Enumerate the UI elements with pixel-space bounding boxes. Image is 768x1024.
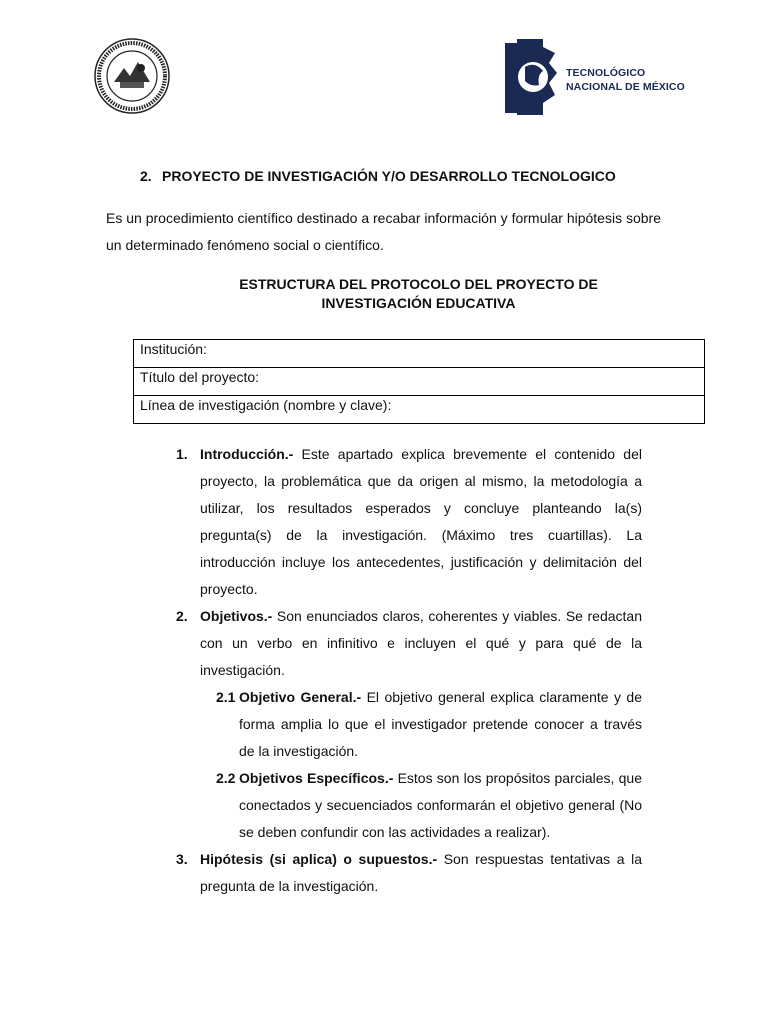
section-title: [140, 168, 616, 184]
item-heading: Hipótesis (si aplica) o supuestos.-: [200, 851, 438, 867]
subitem-heading: Objetivos Específicos.-: [239, 770, 394, 786]
field-institucion: Institución:: [134, 340, 705, 368]
item-text: Son respuestas tentativas a la pregunta de la investigación.: [200, 851, 642, 894]
protocol-fields-table: [133, 339, 705, 424]
field-linea: Línea de investigación (nombre y clave):: [134, 396, 705, 424]
subitem-text: El objetivo general explica claramente y de forma amplia lo que el investigador pretende conocer a través de la investigación.: [239, 689, 642, 759]
item-number: 2.: [176, 608, 188, 624]
tec-name-line2: NACIONAL DE MÉXICO: [566, 81, 685, 93]
subtitle-line2: INVESTIGACIÓN EDUCATIVA: [321, 295, 516, 311]
item-heading: Introducción.-: [200, 446, 294, 462]
section-title-text: PROYECTO DE INVESTIGACIÓN Y/O DESARROLLO TECNOLOGICO: [162, 168, 616, 184]
intro-paragraph: Es un procedimiento científico destinado a recabar información y formular hipótesis sobre un determinado fenómeno social o científico.: [106, 210, 661, 253]
list-item: [176, 846, 642, 900]
field-titulo: Título del proyecto:: [134, 368, 705, 396]
subitem-heading: Objetivo General.-: [239, 689, 362, 705]
protocol-list: [176, 441, 642, 900]
subitem-text: Estos son los propósitos parciales, que conectados y secuenciados conformarán el objetivo general (No se deben confundir con las actividades a realizar).: [239, 770, 642, 840]
structure-subtitle: [200, 275, 637, 313]
subitem-number: 2.1: [216, 689, 236, 705]
item-number: 1.: [176, 446, 188, 462]
university-seal-icon: [94, 38, 170, 114]
item-number: 3.: [176, 851, 188, 867]
item-text: Son enunciados claros, coherentes y viables. Se redactan con un verbo en infinitivo e incluyen el qué y para qué de la investigación.: [200, 608, 642, 678]
table-row: [134, 368, 705, 396]
list-subitem: [176, 684, 642, 765]
subitem-number: 2.2: [216, 770, 236, 786]
item-text: Este apartado explica brevemente el contenido del proyecto, la problemática que da origen al mismo, la metodología a utilizar, los resultados esperados y concluye planteando la(s) pregunta(s) de la investigación. (Máximo tres cuartillas). La introducción incluye los antecedentes, justificación y delimitación del proyecto.: [200, 446, 642, 597]
list-item: [176, 441, 642, 603]
table-row: [134, 340, 705, 368]
section-number: 2.: [140, 168, 152, 184]
table-row: [134, 396, 705, 424]
tec-name: [566, 66, 685, 94]
list-subitem: [176, 765, 642, 846]
tec-name-line1: TECNOLÓGICO: [566, 67, 646, 79]
subtitle-line1: ESTRUCTURA DEL PROTOCOLO DEL PROYECTO DE: [239, 276, 598, 292]
item-heading: Objetivos.-: [200, 608, 273, 624]
list-item: [176, 603, 642, 684]
